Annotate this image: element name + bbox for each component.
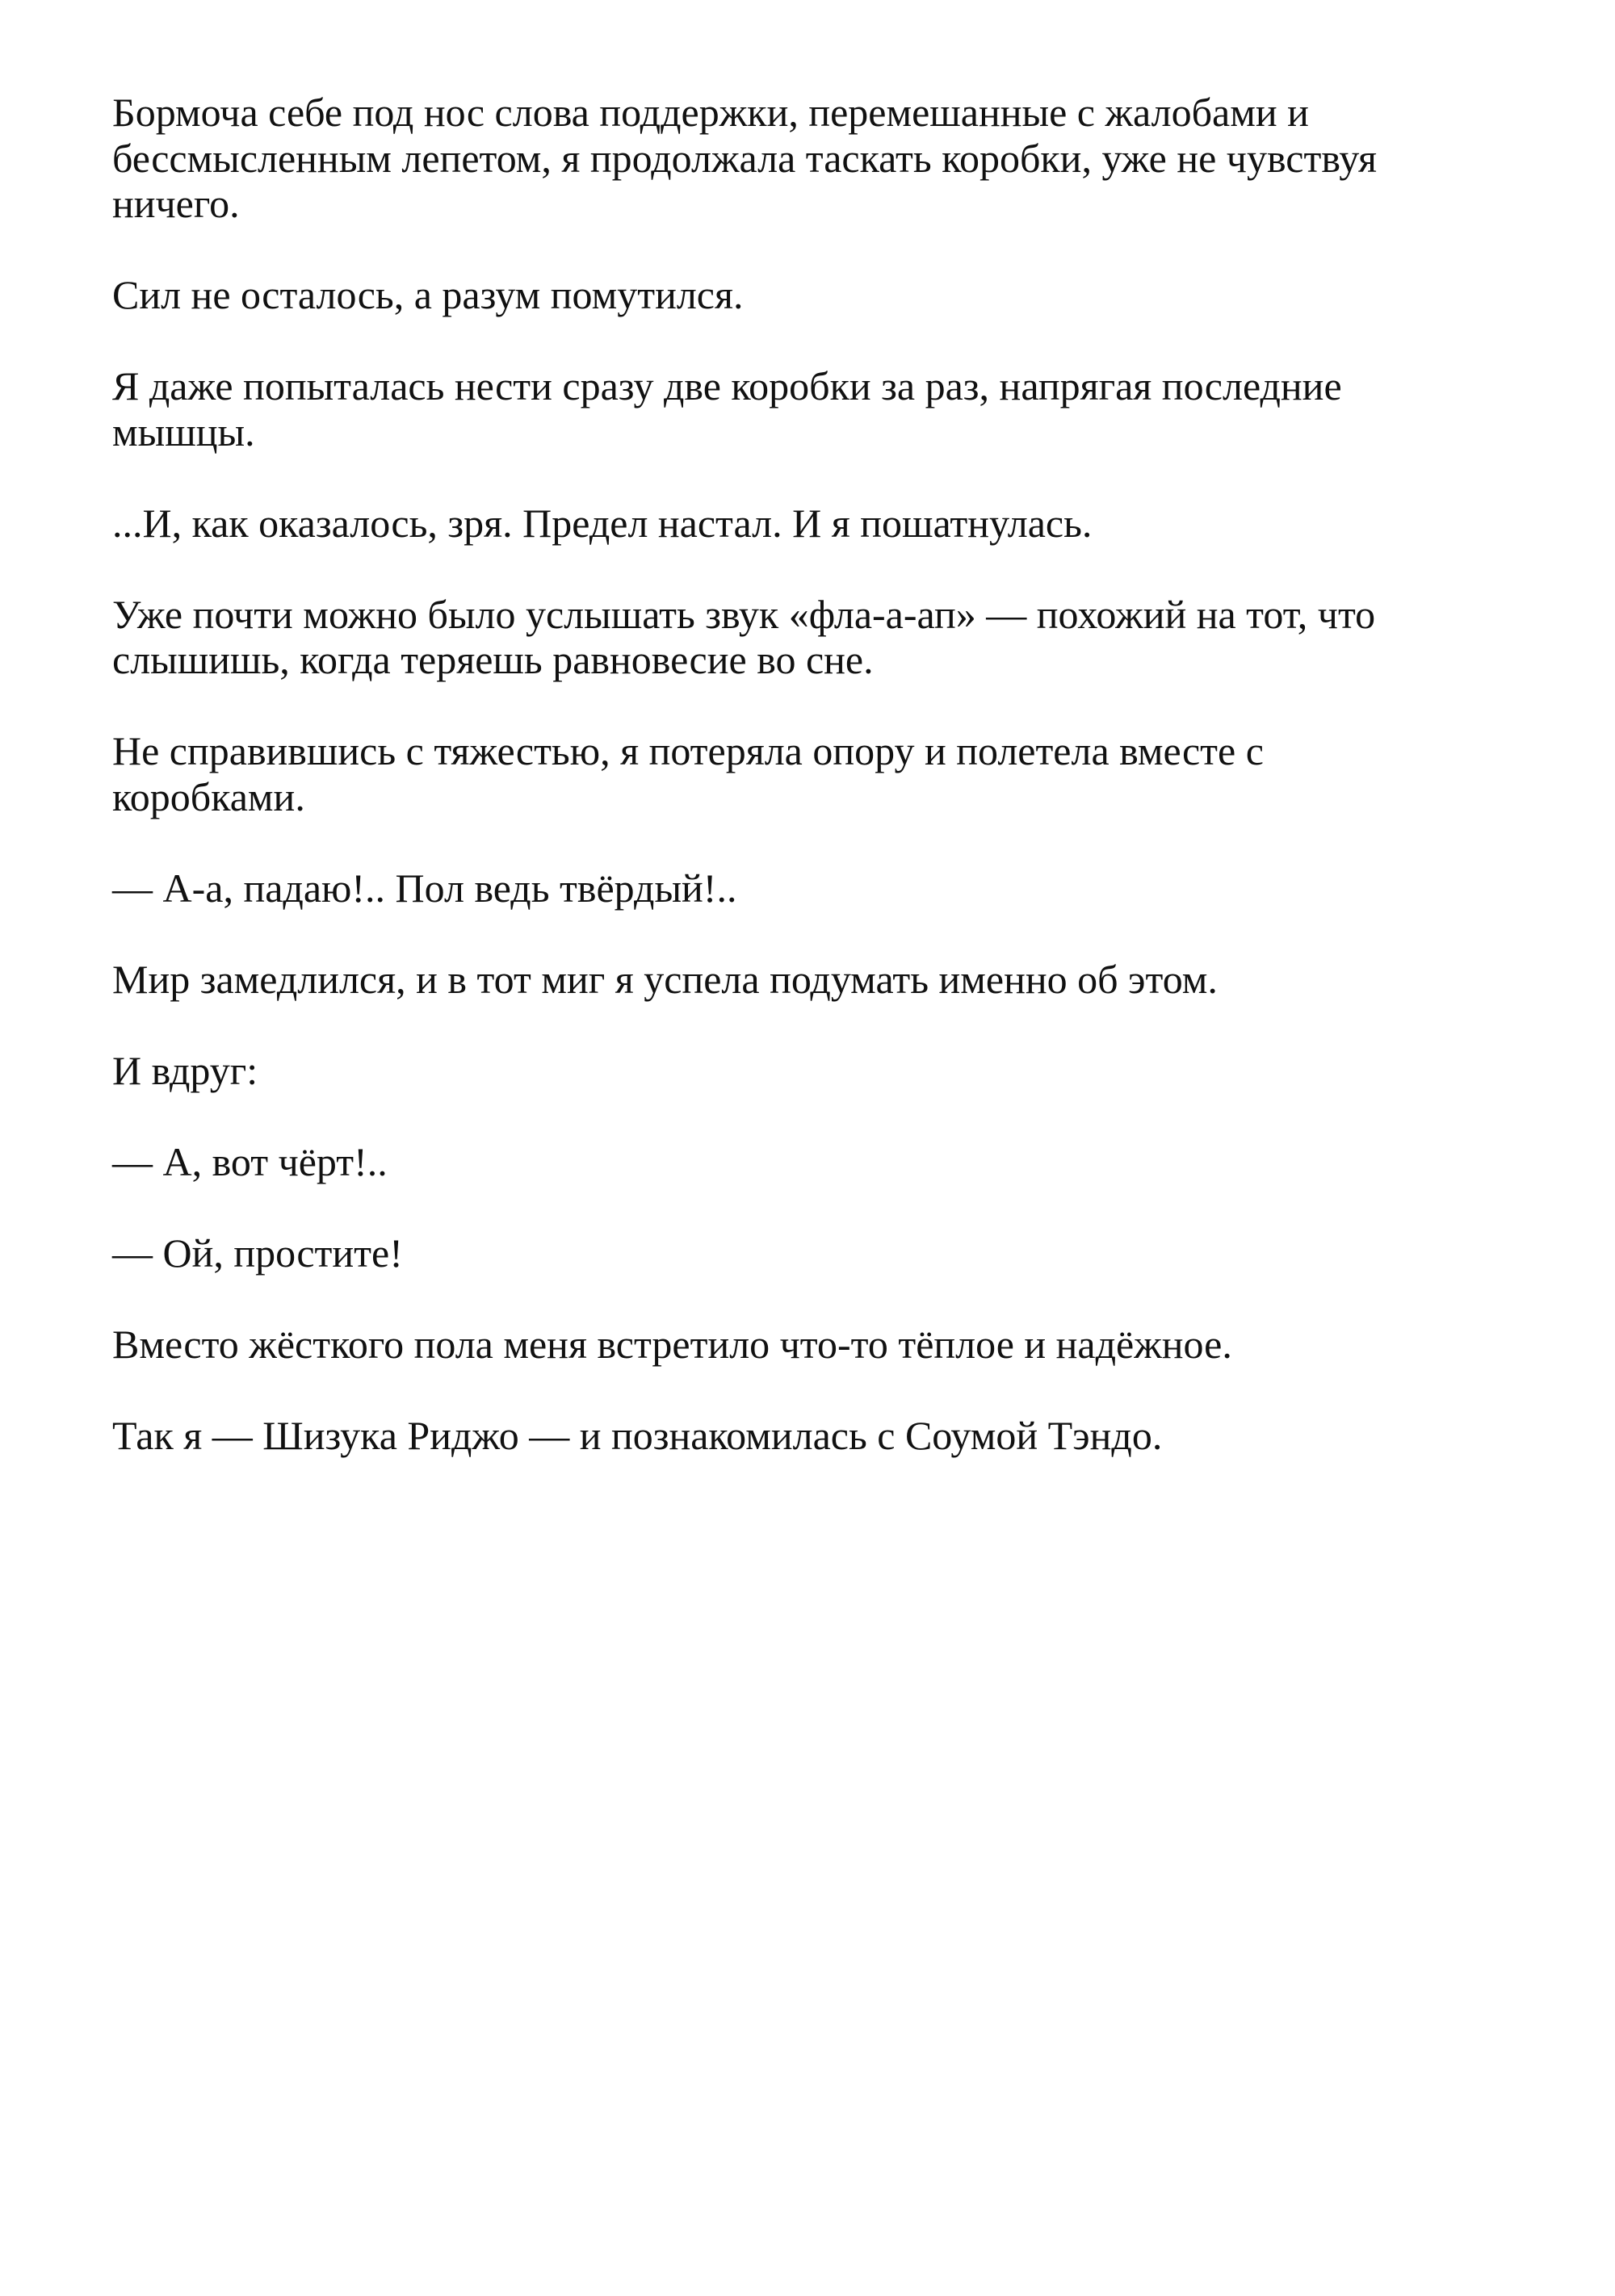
text-line: Не справившись с тяжестью, я потеряла опору и полетела вместе с [112,728,1264,773]
text-line: Мир замедлился, и в тот миг я успела подумать именно об этом. [112,956,1218,1002]
paragraph [112,90,1518,227]
text-line: Уже почти можно было услышать звук «фла-а-ап» — похожий на тот, что [112,591,1376,637]
text-line: И вдруг: [112,1047,258,1093]
text-line: — А-а, падаю!.. Пол ведь твёрдый!.. [112,865,737,911]
paragraph [112,272,1518,318]
text-line: Бормоча себе под нос слова поддержки, перемешанные с жалобами и [112,90,1309,135]
dialogue-line [112,1230,1518,1276]
text-line: Я даже попыталась нести сразу две коробки за раз, напрягая последние [112,363,1342,409]
paragraph [112,592,1518,683]
text-line: слышишь, когда теряешь равновесие во сне. [112,637,874,682]
text-line: — Ой, простите! [112,1230,403,1276]
paragraph [112,1413,1518,1459]
text-line: мышцы. [112,409,255,455]
text-line: коробками. [112,773,305,819]
paragraph [112,1322,1518,1368]
text-line: Вместо жёсткого пола меня встретило что-то тёплое и надёжное. [112,1321,1232,1367]
text-line: ...И, как оказалось, зря. Предел настал. И я пошатнулась. [112,500,1093,546]
dialogue-line [112,865,1518,911]
dialogue-line [112,1139,1518,1185]
text-line: бессмысленным лепетом, я продолжала таскать коробки, уже не чувствуя [112,135,1377,181]
paragraph [112,1048,1518,1094]
text-line: ничего. [112,181,240,226]
paragraph [112,501,1518,547]
paragraph [112,728,1518,819]
text-line: Так я — Шизука Риджо — и познакомилась с Соумой Тэндо. [112,1412,1163,1458]
text-line: Сил не осталось, а разум помутился. [112,272,744,317]
paragraph [112,957,1518,1003]
text-line: — А, вот чёрт!.. [112,1138,388,1184]
paragraph [112,363,1518,455]
